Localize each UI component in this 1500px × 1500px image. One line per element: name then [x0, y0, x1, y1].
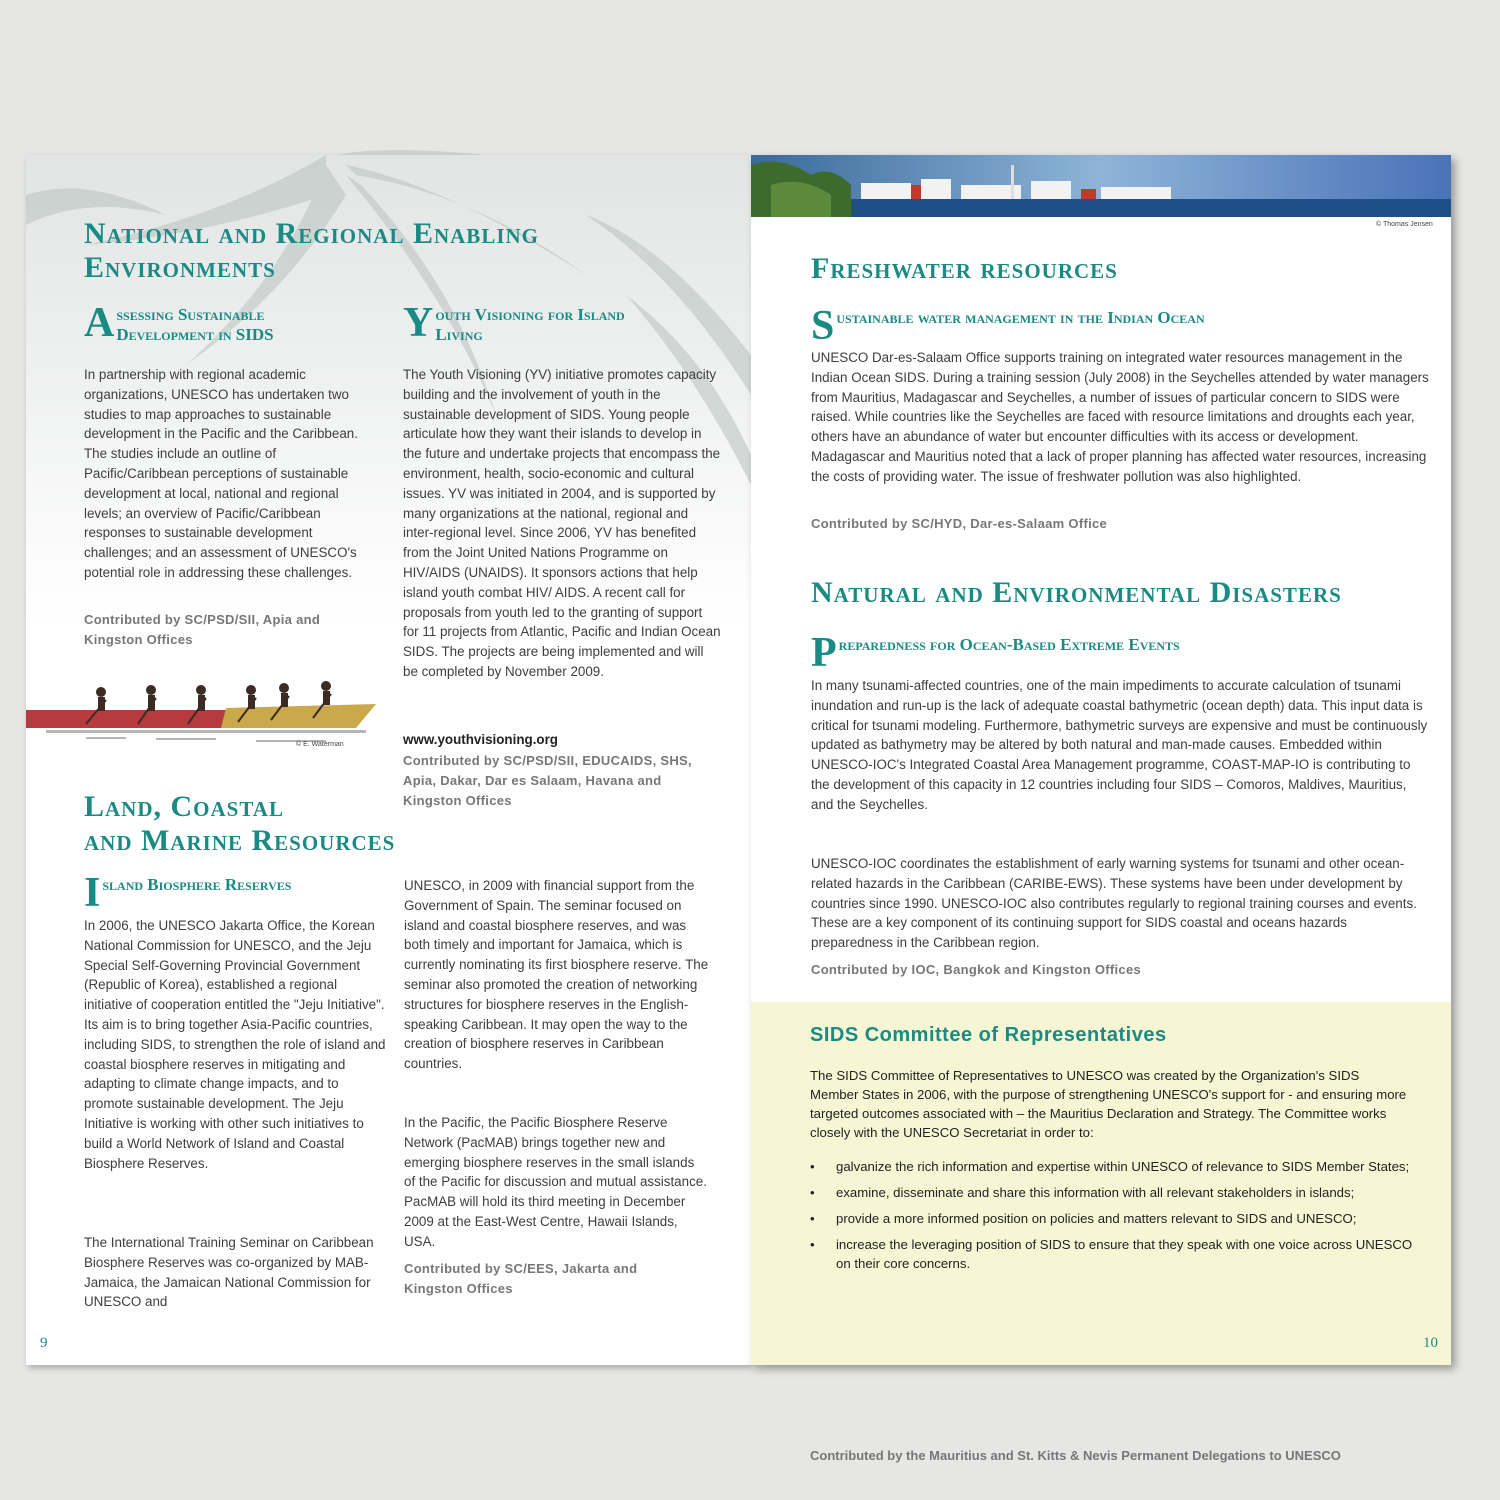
- subtitle-island-biosphere: [84, 870, 374, 916]
- list-item-text: provide a more informed position on policies and matters relevant to SIDS and UNESCO;: [836, 1211, 1357, 1226]
- sids-box-contrib: Contributed by the Mauritius and St. Kitts & Nevis Permanent Delegations to UNESCO: [810, 1448, 1341, 1463]
- dropcap: A: [84, 300, 115, 346]
- page-number: 10: [1423, 1335, 1438, 1351]
- youth-url-link[interactable]: www.youthvisioning.org: [403, 732, 558, 747]
- right-page: [751, 155, 1451, 1463]
- biosphere-body-1: In 2006, the UNESCO Jakarta Office, the Korean National Commission for UNESCO, and the Jeju Special Self-Governing Provincial Government (Republic of Korea), established a regional initiative of cooperation entitled the "Jeju Initiative". Its aim is to bring together Asia-Pacific countries, including SIDS, to strengthen the role of island and coastal biosphere reserves in mitigating and adapting to climate change impacts, and to promote sustainable development. The Jeju Initiative is working with other such initiatives to build a World Network of Island and Coastal Biosphere Reserves.: [84, 918, 386, 1171]
- preparedness-body-2: UNESCO-IOC coordinates the establishment of early warning systems for tsunami and other ocean-related hazards in the Caribbean (CARIBE-EWS). These systems have been under development by countries since 1990. UNESCO-IOC also contributes regularly to regional training courses and events. These are a key component of its continuing support for SIDS coastal and oceans hazards preparedness in the Caribbean region.: [811, 856, 1417, 951]
- subtitle-assessing: [84, 300, 344, 346]
- water-management-contrib: Contributed by SC/HYD, Dar-es-Salaam Office: [811, 516, 1108, 531]
- list-item: [810, 1235, 1420, 1273]
- subtitle-line1: ssessing Sustainable: [116, 305, 265, 324]
- sids-box-title: SIDS Committee of Representatives: [810, 1024, 1167, 1046]
- youth-contrib: Contributed by SC/PSD/SII, EDUCAIDS, SHS, Apia, Dakar, Dar es Salaam, Havana and Kingston Offices: [403, 753, 692, 808]
- section-title-freshwater: Freshwater resources: [811, 252, 1118, 285]
- list-item: [810, 1157, 1420, 1176]
- section-title-line2: Environments: [84, 251, 276, 284]
- list-item-text: examine, disseminate and share this information with all relevant stakeholders in islands;: [836, 1185, 1355, 1200]
- banner-credit: © Thomas Jensen: [1376, 221, 1433, 228]
- dropcap: S: [811, 303, 835, 349]
- list-item: [810, 1209, 1420, 1228]
- subtitle-line1: outh Visioning for Island: [435, 305, 625, 324]
- dropcap: P: [811, 630, 837, 676]
- assessing-body: In partnership with regional academic organizations, UNESCO has undertaken two studies to map approaches to sustainable development in the Pacific and the Caribbean. The studies include an outline of Pacific/Caribbean perceptions of sustainable development at local, national and regional levels; an overview of Pacific/Caribbean responses to sustainable development challenges; and an assessment of UNESCO's potential role in addressing these challenges.: [84, 367, 358, 580]
- section-title-disasters: Natural and Environmental Disasters: [811, 576, 1342, 609]
- subtitle-line2: Living: [435, 325, 483, 344]
- canoe-credit: © E. Waterman: [296, 741, 344, 748]
- section-title-line1: National and Regional Enabling: [84, 217, 539, 250]
- sids-box-list: [810, 1157, 1420, 1280]
- list-item-text: galvanize the rich information and expertise within UNESCO of relevance to SIDS Member States;: [836, 1159, 1410, 1174]
- section-title-land-coastal: [84, 790, 395, 858]
- biosphere-body-3: UNESCO, in 2009 with financial support from the Government of Spain. The seminar focused on island and coastal biosphere reserves, and was both timely and important for Jamaica, which is currently nominating its first biosphere reserve. The seminar also promoted the creation of networking structures for biosphere reserves in the English-speaking Caribbean. It may open the way to the creation of biosphere reserves in Caribbean countries.: [404, 878, 709, 1072]
- list-item: [810, 1183, 1420, 1202]
- subtitle-preparedness: [811, 630, 1411, 676]
- list-item-text: increase the leveraging position of SIDS to ensure that they speak with one voice across UNESCO on their core concerns.: [836, 1237, 1413, 1271]
- dropcap: Y: [403, 300, 434, 346]
- sids-box-body: The SIDS Committee of Representatives to UNESCO was created by the Organization's SIDS Member States in 2006, with the purpose of strengthening UNESCO's support for - and ensuring more targeted outcomes associated with – the Mauritius Declaration and Strategy. The Committee works closely with the UNESCO Secretariat in order to:: [810, 1068, 1407, 1140]
- left-page: [26, 155, 751, 1365]
- bullet-icon: •: [810, 1237, 815, 1252]
- subtitle-text: reparedness for Ocean-Based Extreme Events: [838, 635, 1180, 654]
- bullet-icon: •: [810, 1185, 815, 1200]
- bullet-icon: •: [810, 1211, 815, 1226]
- bullet-icon: •: [810, 1159, 815, 1174]
- subtitle-water-management: [811, 303, 1411, 349]
- biosphere-body-2: The International Training Seminar on Caribbean Biosphere Reserves was co-organized by MAB-Jamaica, the Jamaican National Commission for UNESCO and: [84, 1235, 374, 1310]
- section-title-enabling: [84, 217, 539, 285]
- sids-committee-box: [751, 1002, 1451, 1463]
- youth-body: The Youth Visioning (YV) initiative promotes capacity building and the involvement of youth in the sustainable development of SIDS. Young people articulate how they want their islands to develop in the future and undertake projects that encompass the environment, health, socio-economic and cultural issues. YV was initiated in 2004, and is supported by many organizations at the national, regional and inter-regional level. Since 2006, YV has benefited from the Joint United Nations Programme on HIV/AIDS (UNAIDS). It sponsors actions that help island youth combat HIV/ AIDS. A recent call for proposals from youth led to the granting of support for 11 projects from Atlantic, Pacific and Indian Ocean SIDS. The projects are being implemented and will be completed by November 2009.: [403, 367, 721, 679]
- preparedness-body-1: In many tsunami-affected countries, one of the main impediments to accurate calculation of tsunami inundation and run-up is the lack of adequate coastal bathymetric (ocean depth) data. This input data is critical for tsunami modeling. Furthermore, bathymetric surveys are expensive and must be continuously updated as bathymetry may be altered by both natural and man-made causes. Embedded within UNESCO-IOC's Integrated Coastal Area Management programme, COAST-MAP-IO is contributing to the development of this capacity in 12 countries including four SIDS – Comoros, Maldives, Mauritius, and the Seychelles.: [811, 678, 1428, 812]
- assessing-contrib: Contributed by SC/PSD/SII, Apia and Kingston Offices: [84, 612, 321, 647]
- dropcap: I: [84, 870, 101, 916]
- section-title-line1: Land, Coastal: [84, 790, 284, 823]
- section-title-line2: and Marine Resources: [84, 824, 396, 857]
- preparedness-contrib: Contributed by IOC, Bangkok and Kingston Offices: [811, 962, 1142, 977]
- biosphere-contrib: Contributed by SC/EES, Jakarta and Kingston Offices: [404, 1261, 638, 1296]
- subtitle-youth: [403, 300, 703, 346]
- subtitle-line1: sland Biosphere Reserves: [102, 875, 292, 894]
- biosphere-body-4: In the Pacific, the Pacific Biosphere Reserve Network (PacMAB) brings together new and emerging biosphere reserves in the small islands of the Pacific for discussion and mutual assistance. PacMAB will hold its third meeting in December 2009 at the East-West Centre, Hawaii Islands, USA.: [404, 1115, 707, 1249]
- subtitle-text: ustainable water management in the Indian Ocean: [836, 308, 1205, 327]
- water-management-body: UNESCO Dar-es-Salaam Office supports training on integrated water resources management in the Indian Ocean SIDS. During a training session (July 2008) in the Seychelles attended by water managers from Mauritius, Madagascar and Seychelles, a number of issues of particular concern to SIDS were raised. While countries like the Seychelles are faced with resource limitations and droughts each year, others have an abundance of water but encounter difficulties with its access or development. Madagascar and Mauritius noted that a lack of proper planning has affected water resources, increasing the costs of providing water. The issue of freshwater pollution was also highlighted.: [811, 350, 1429, 484]
- page-number: 9: [40, 1335, 48, 1351]
- harbor-photo-banner: [751, 155, 1451, 217]
- subtitle-line2: Development in SIDS: [116, 325, 274, 344]
